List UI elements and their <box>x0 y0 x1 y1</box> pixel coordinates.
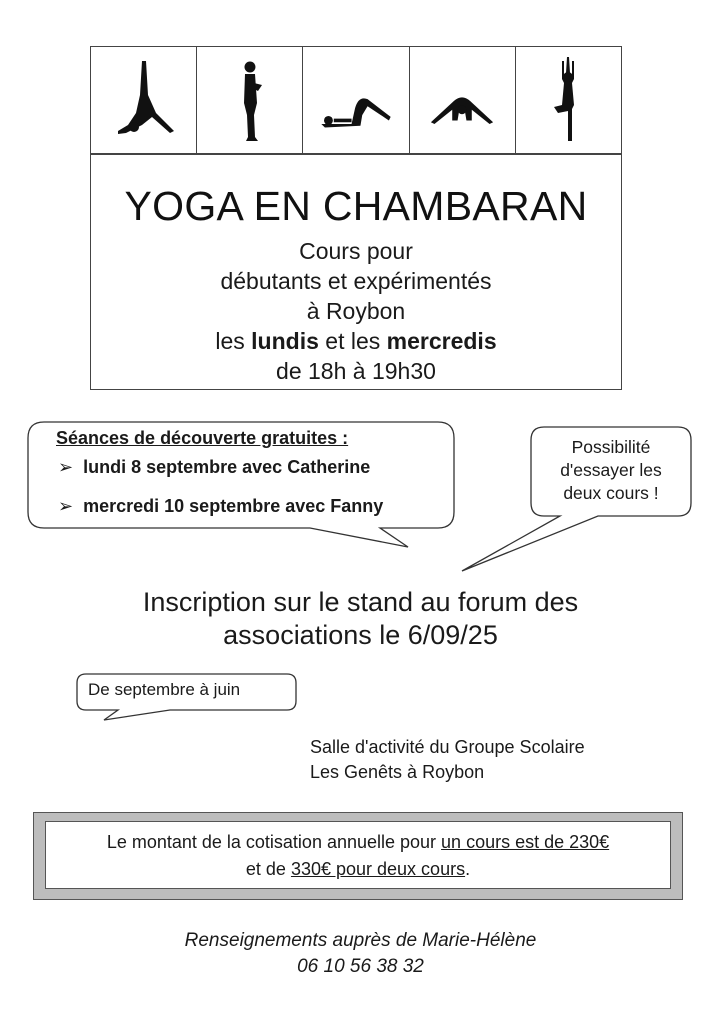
seance-item <box>58 457 383 478</box>
seances-heading: Séances de découverte gratuites : <box>56 428 349 448</box>
pose-cell <box>516 47 621 153</box>
plough-pose-icon <box>316 55 396 145</box>
day-monday: lundis <box>251 328 319 354</box>
possibilite-line-3: deux cours ! <box>563 483 659 503</box>
tree-pose-icon <box>528 55 608 145</box>
inscription-text <box>0 586 721 652</box>
course-hours: de 18h à 19h30 <box>276 358 436 384</box>
days-middle: et les <box>325 328 381 354</box>
seances-text <box>56 428 383 517</box>
cotisation-middle: et de <box>245 859 291 879</box>
seance-item <box>58 496 383 517</box>
bullet-arrow-icon: ➢ <box>58 457 74 477</box>
day-wednesday: mercredis <box>386 328 497 354</box>
cotisation-line-1 <box>46 829 670 856</box>
period-text: De septembre à juin <box>88 680 241 699</box>
cotisation-two-courses: 330€ pour deux cours <box>290 859 466 879</box>
seance-item-label: lundi 8 septembre avec Catherine <box>83 457 371 477</box>
title-box <box>90 154 622 390</box>
cotisation-box <box>45 821 671 889</box>
pose-cell <box>197 47 303 153</box>
location-line-2: Les Genêts à Roybon <box>310 762 485 782</box>
possibilite-text <box>532 436 690 505</box>
possibilite-line-1: Possibilité <box>571 437 651 457</box>
inscription-line-2: associations le 6/09/25 <box>223 620 498 650</box>
bullet-arrow-icon: ➢ <box>58 496 74 516</box>
contact-info <box>0 928 721 980</box>
cotisation-one-course: un cours est de 230€ <box>441 832 610 852</box>
page-title: YOGA EN CHAMBARAN <box>124 183 588 229</box>
pose-cell <box>410 47 516 153</box>
cotisation-prefix: Le montant de la cotisation annuelle pour <box>106 832 442 852</box>
location-line-1: Salle d'activité du Groupe Scolaire <box>310 737 585 757</box>
pose-cell <box>303 47 409 153</box>
downward-dog-leg-up-icon <box>104 55 184 145</box>
course-days <box>91 326 621 356</box>
forward-fold-icon <box>422 55 502 145</box>
pose-cell <box>91 47 197 153</box>
course-description <box>91 236 621 386</box>
contact-phone: 06 10 56 38 32 <box>297 956 424 977</box>
standing-namaste-icon <box>210 55 290 145</box>
location-text <box>310 735 585 785</box>
course-line-1: Cours pour <box>299 238 413 264</box>
seance-item-label: mercredi 10 septembre avec Fanny <box>83 496 384 516</box>
days-prefix: les <box>215 328 245 354</box>
possibilite-line-2: d'essayer les <box>560 460 662 480</box>
course-line-3: à Roybon <box>306 298 406 324</box>
cotisation-suffix: . <box>465 859 471 879</box>
contact-name: Renseignements auprès de Marie-Hélène <box>184 930 537 951</box>
yoga-poses-strip <box>90 46 622 154</box>
course-line-2: débutants et expérimentés <box>220 268 492 294</box>
cotisation-line-2 <box>46 856 670 883</box>
inscription-line-1: Inscription sur le stand au forum des <box>142 587 579 617</box>
